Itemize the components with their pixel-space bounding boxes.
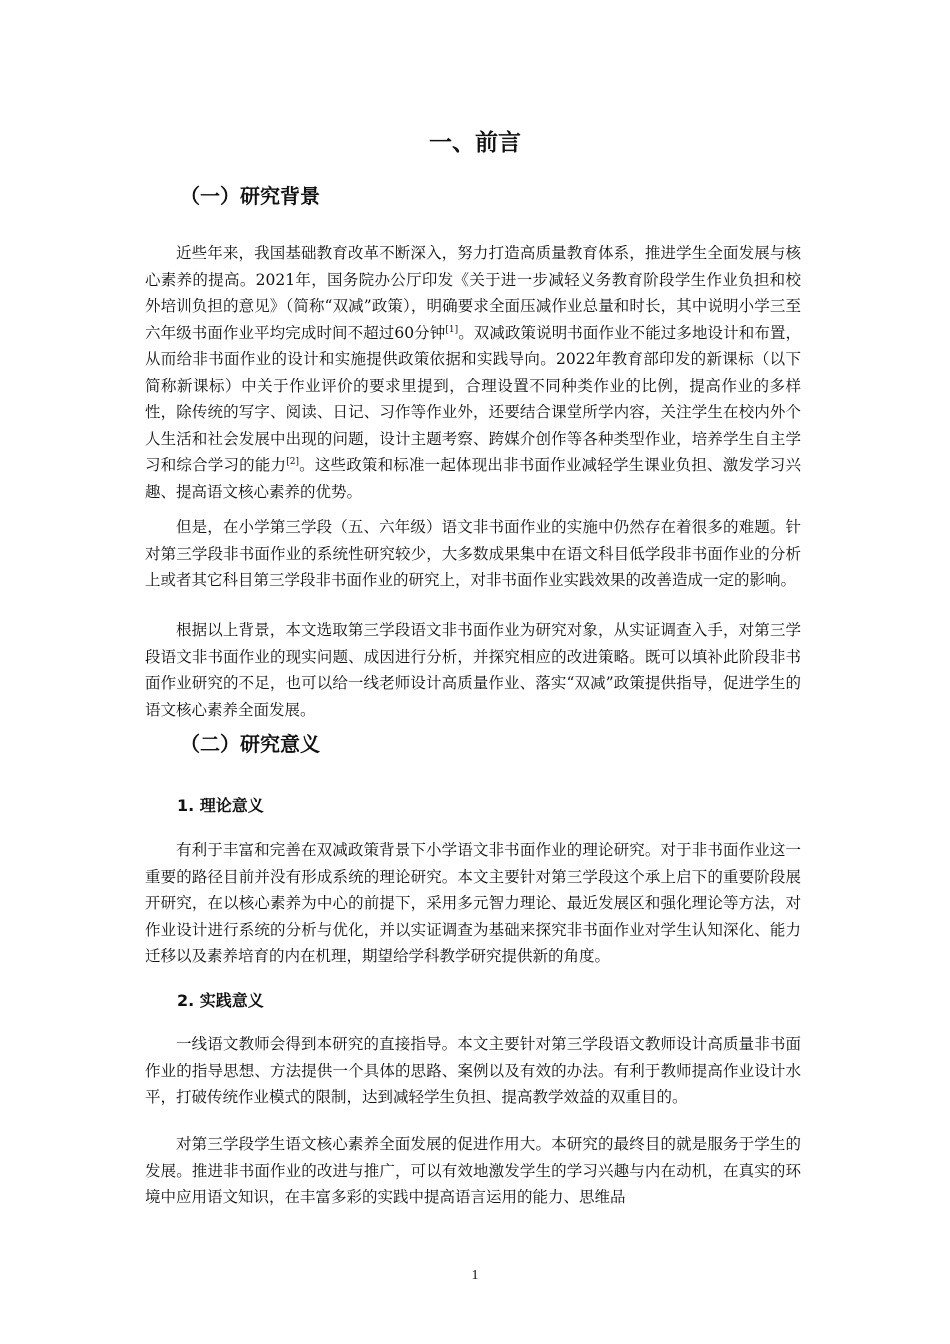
subheading-theory: 1. 理论意义 xyxy=(177,796,264,815)
paragraph-background-2: 但是，在小学第三学段（五、六年级）语文非书面作业的实施中仍然存在着很多的难题。针对第三学段非书面作业的系统性研究较少，大多数成果集中在语文科目低学段非书面作业的分析上或者其它科目第三学段非书面作业的研究上，对非书面作业实践效果的改善造成一定的影响。 xyxy=(145,518,801,589)
citation-ref-2: [2] xyxy=(286,456,299,467)
paragraph-theory: 有利于丰富和完善在双减政策背景下小学语文非书面作业的理论研究。对于非书面作业这一重要的路径目前并没有形成系统的理论研究。本文主要针对第三学段这个承上启下的重要阶段展开研究，在以核心素养为中心的前提下，采用多元智力理论、最近发展区和强化理论等方法，对作业设计进行系统的分析与优化，并以实证调查为基础来探究非书面作业对学生认知深化、能力迁移以及素养培育的内在机理，期望给学科教学研究提供新的角度。 xyxy=(145,841,801,965)
section-heading-background: （一）研究背景 xyxy=(180,184,320,208)
page-number: 1 xyxy=(471,1268,479,1283)
paragraph-practice-1: 一线语文教师会得到本研究的直接指导。本文主要针对第三学段语文教师设计高质量非书面作业的指导思想、方法提供一个具体的思路、案例以及有效的办法。有利于教师提高作业设计水平，打破传统作业模式的限制，达到减轻学生负担、提高教学效益的双重目的。 xyxy=(145,1035,801,1106)
paragraph-background-3: 根据以上背景，本文选取第三学段语文非书面作业为研究对象，从实证调查入手，对第三学段语文非书面作业的现实问题、成因进行分析，并探究相应的改进策略。既可以填补此阶段非书面作业研究的不足，也可以给一线老师设计高质量作业、落实“双减”政策提供指导，促进学生的语文核心素养全面发展。 xyxy=(145,621,801,719)
subheading-practice: 2. 实践意义 xyxy=(177,991,264,1010)
paragraph-background-1 xyxy=(145,240,801,505)
paragraph-text: 。双减政策说明书面作业不能过多地设计和布置，从而给非书面作业的设计和实施提供政策依据和实践导向。2022年教育部印发的新课标（以下简称新课标）中关于作业评价的要求里提到，合理设置不同种类作业的比例，提高作业的多样性，除传统的写字、阅读、日记、习作等作业外，还要结合课堂所学内容，关注学生在校内外个人生活和社会发展中出现的问题，设计主题考察、跨媒介创作等各种类型作业，培养学生自主学习和综合学习的能力 xyxy=(145,323,801,474)
paragraph-practice-2: 对第三学段学生语文核心素养全面发展的促进作用大。本研究的最终目的就是服务于学生的发展。推进非书面作业的改进与推广，可以有效地激发学生的学习兴趣与内在动机，在真实的环境中应用语文知识，在丰富多彩的实践中提高语言运用的能力、思维品 xyxy=(145,1135,801,1206)
section-heading-significance: （二）研究意义 xyxy=(180,732,320,756)
citation-ref-1: [1] xyxy=(445,324,459,335)
chapter-title: 一、前言 xyxy=(429,130,521,156)
paragraph-text: 。这些政策和标准一起体现出非书面作业减轻学生课业负担、激发学习兴趣、提高语文核心素养的优势。 xyxy=(145,456,801,501)
paragraph-text: 近些年来，我国基础教育改革不断深入，努力打造高质量教育体系，推进学生全面发展与核心素养的提高。2021年，国务院办公厅印发《关于进一步减轻义务教育阶段学生作业负担和校外培训负担的意见》（简称“双减”政策），明确要求全面压减作业总量和时长，其中说明小学三至六年级书面作业平均完成时间不超过60分钟 xyxy=(145,244,801,342)
